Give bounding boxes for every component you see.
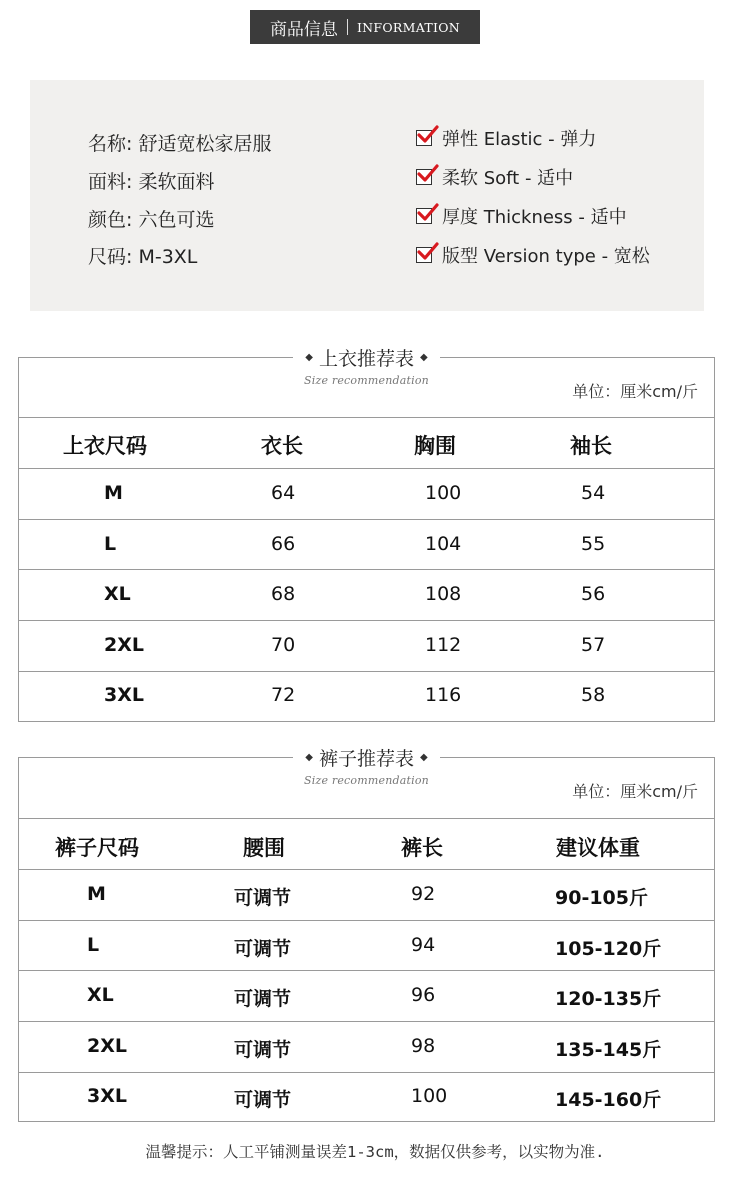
divider bbox=[19, 569, 714, 570]
info-attr bbox=[88, 242, 197, 269]
info-attr bbox=[88, 205, 214, 232]
waist-cell: 可调节 bbox=[234, 938, 292, 960]
sleeve-cell: 57 bbox=[581, 634, 606, 656]
size-cell: 2XL bbox=[87, 1035, 127, 1057]
info-attr-label: 名称: bbox=[88, 133, 133, 155]
diamond-icon: ◆ bbox=[305, 352, 313, 363]
chest-cell: 104 bbox=[425, 533, 462, 555]
waist-cell: 可调节 bbox=[234, 1089, 292, 1111]
feature-label: 厚度 Thickness - 适中 bbox=[442, 207, 627, 228]
divider bbox=[19, 519, 714, 520]
divider bbox=[19, 970, 714, 971]
size-cell: L bbox=[87, 934, 100, 956]
checkbox-checked-icon bbox=[416, 247, 432, 263]
chest-cell: 100 bbox=[425, 482, 462, 504]
sleeve-cell: 54 bbox=[581, 482, 606, 504]
feature-label: 弹性 Elastic - 弹力 bbox=[442, 129, 597, 150]
divider bbox=[19, 818, 714, 819]
size-cell: 3XL bbox=[87, 1085, 127, 1107]
table-title bbox=[19, 744, 714, 771]
weight-cell: 105-120斤 bbox=[555, 938, 662, 960]
column-header: 裤长 bbox=[401, 836, 443, 860]
length-cell: 64 bbox=[271, 482, 296, 504]
sleeve-cell: 56 bbox=[581, 583, 606, 605]
top-size-table bbox=[18, 348, 715, 722]
info-attr-value: 六色可选 bbox=[138, 209, 215, 231]
divider bbox=[19, 620, 714, 621]
column-header: 建议体重 bbox=[556, 836, 640, 860]
pants-length-cell: 100 bbox=[411, 1085, 448, 1107]
info-attr-label: 尺码: bbox=[88, 246, 133, 268]
pants-length-cell: 92 bbox=[411, 883, 436, 905]
chest-cell: 108 bbox=[425, 583, 462, 605]
pants-length-cell: 94 bbox=[411, 934, 436, 956]
divider bbox=[19, 468, 714, 469]
column-header: 裤子尺码 bbox=[55, 836, 139, 860]
waist-cell: 可调节 bbox=[234, 887, 292, 909]
unit-label: 单位：厘米cm/斤 bbox=[572, 782, 698, 801]
feature-label: 柔软 Soft - 适中 bbox=[442, 168, 574, 189]
checkbox-checked-icon bbox=[416, 208, 432, 224]
info-attr bbox=[88, 167, 214, 194]
feature-item bbox=[416, 125, 596, 151]
feature-item bbox=[416, 164, 573, 190]
weight-cell: 145-160斤 bbox=[555, 1089, 662, 1111]
divider bbox=[19, 417, 714, 418]
feature-item bbox=[416, 203, 627, 229]
header-title-zh: 商品信息 bbox=[269, 19, 338, 40]
divider bbox=[19, 671, 714, 672]
size-cell: L bbox=[104, 533, 117, 555]
info-attr-value: 柔软面料 bbox=[138, 171, 215, 193]
chest-cell: 116 bbox=[425, 684, 462, 706]
checkbox-checked-icon bbox=[416, 130, 432, 146]
divider bbox=[19, 1021, 714, 1022]
top-table-title: 上衣推荐表 bbox=[318, 348, 414, 370]
header-divider bbox=[347, 19, 348, 35]
size-cell: XL bbox=[104, 583, 131, 605]
table-subtitle: Size recommendation bbox=[304, 374, 429, 387]
info-attr-value: 舒适宽松家居服 bbox=[138, 133, 272, 155]
table-title bbox=[19, 344, 714, 371]
sleeve-cell: 58 bbox=[581, 684, 606, 706]
pants-size-table bbox=[18, 748, 715, 1122]
size-cell: XL bbox=[87, 984, 114, 1006]
weight-cell: 90-105斤 bbox=[555, 887, 648, 909]
size-cell: M bbox=[87, 883, 106, 905]
info-attr bbox=[88, 129, 271, 156]
size-cell: M bbox=[104, 482, 123, 504]
column-header: 上衣尺码 bbox=[63, 434, 147, 458]
pants-length-cell: 96 bbox=[411, 984, 436, 1006]
weight-cell: 135-145斤 bbox=[555, 1039, 662, 1061]
table-subtitle: Size recommendation bbox=[304, 774, 429, 787]
info-attr-value: M-3XL bbox=[138, 246, 198, 268]
divider bbox=[19, 920, 714, 921]
waist-cell: 可调节 bbox=[234, 988, 292, 1010]
section-header bbox=[250, 10, 480, 44]
product-info-panel bbox=[30, 80, 704, 311]
column-header: 衣长 bbox=[261, 434, 303, 458]
length-cell: 70 bbox=[271, 634, 296, 656]
chest-cell: 112 bbox=[425, 634, 462, 656]
weight-cell: 120-135斤 bbox=[555, 988, 662, 1010]
size-cell: 3XL bbox=[104, 684, 144, 706]
divider bbox=[19, 869, 714, 870]
size-cell: 2XL bbox=[104, 634, 144, 656]
column-header: 袖长 bbox=[570, 434, 612, 458]
measurement-tip: 温馨提示：人工平铺测量误差1-3cm，数据仅供参考，以实物为准. bbox=[145, 1143, 605, 1161]
sleeve-cell: 55 bbox=[581, 533, 606, 555]
unit-label: 单位：厘米cm/斤 bbox=[572, 382, 698, 401]
header-title-en: INFORMATION bbox=[356, 19, 461, 35]
checkbox-checked-icon bbox=[416, 169, 432, 185]
diamond-icon: ◆ bbox=[420, 752, 428, 763]
info-attr-label: 面料: bbox=[88, 171, 133, 193]
feature-label: 版型 Version type - 宽松 bbox=[442, 246, 650, 267]
feature-item bbox=[416, 242, 650, 268]
column-header: 胸围 bbox=[414, 434, 456, 458]
waist-cell: 可调节 bbox=[234, 1039, 292, 1061]
diamond-icon: ◆ bbox=[420, 352, 428, 363]
length-cell: 66 bbox=[271, 533, 296, 555]
pants-length-cell: 98 bbox=[411, 1035, 436, 1057]
length-cell: 68 bbox=[271, 583, 296, 605]
diamond-icon: ◆ bbox=[305, 752, 313, 763]
column-header: 腰围 bbox=[243, 836, 285, 860]
pants-table-title: 裤子推荐表 bbox=[318, 748, 414, 770]
info-attr-label: 颜色: bbox=[88, 209, 133, 231]
divider bbox=[19, 1072, 714, 1073]
length-cell: 72 bbox=[271, 684, 296, 706]
